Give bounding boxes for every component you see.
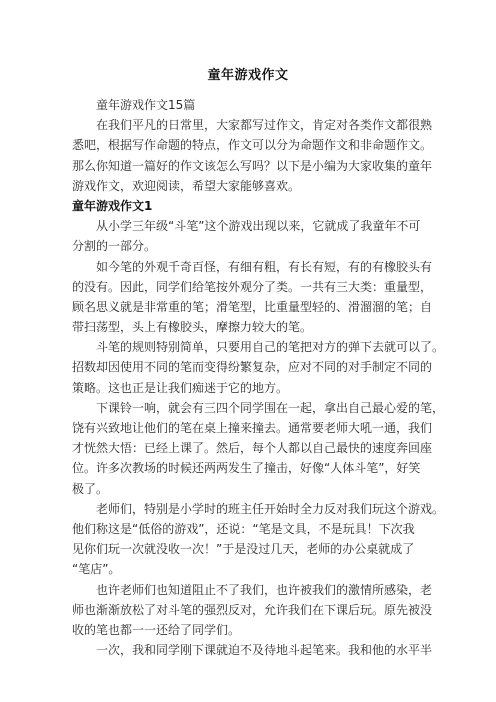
document-body — [72, 95, 445, 660]
text-line: 下课铃一响，就会有三四个同学围在一起，拿出自己最心爱的笔， — [96, 400, 445, 415]
text-line: 见你们玩一次就没收一次！”于是没过几天，老师的办公桌就成了 — [72, 542, 415, 557]
text-line: 从小学三年级“斗笔”这个游戏出现以来，它就成了我童年不可 — [96, 219, 421, 234]
text-line: 老师们，特别是小学时的班主任开始时全力反对我们玩这个游戏。 — [96, 501, 445, 516]
text-line: 分割的一部分。 — [72, 239, 157, 254]
text-line: 在我们平凡的日常里，大家都写过作文，肯定对各类作文都很熟 — [96, 118, 433, 133]
text-line: 如今笔的外观千奇百怪，有细有粗，有长有短，有的有橡胶头有 — [96, 259, 433, 274]
text-line: 才恍然大悟：已经上课了。然后，每个人都以自己最快的速度奔回座 — [72, 441, 433, 456]
text-line: 悉吧，根据写作命题的特点，作文可以分为命题作文和非命题作文。 — [72, 138, 433, 153]
text-line: 极了。 — [72, 481, 109, 496]
text-line: 那么你知道一篇好的作文该怎么写吗？以下是小编为大家收集的童年 — [72, 158, 433, 173]
section-heading: 童年游戏作文1 — [72, 198, 153, 213]
text-line: 位。许多次教场的时候还两两发生了撞击，好像“人体斗笔”，好笑 — [72, 461, 421, 476]
text-line: 的没有。因此，同学们给笔按外观分了类。一共有三大类：重量型， — [72, 279, 433, 294]
text-line: 也许老师们也知道阻止不了我们，也许被我们的激情所感染，老 — [96, 582, 433, 597]
text-line: 招数却因使用不同的笔而变得纷繁复杂，应对不同的对手制定不同的 — [72, 360, 433, 375]
text-line: 童年游戏作文15篇 — [96, 98, 196, 112]
text-line: 带扫荡型，头上有橡胶头，摩擦力较大的笔。 — [72, 320, 313, 335]
text-line: 收的笔也都一一还给了同学们。 — [72, 622, 241, 637]
text-line: “笔店”。 — [72, 562, 121, 577]
text-line: 他们称这是“低俗的游戏”，还说：“笔是文具，不是玩具！下次我 — [72, 521, 415, 536]
text-line: 顾名思义就是非常重的笔；滑笔型，比重量型轻的、滑溜溜的笔；自 — [72, 299, 433, 314]
text-line: 饶有兴致地让他们的笔在桌上撞来撞去。通常要老师大吼一通，我们 — [72, 421, 433, 435]
text-line: 策略。这也正是让我们痴迷于它的地方。 — [72, 380, 289, 395]
text-line: 一次，我和同学刚下课就迫不及待地斗起笔来。我和他的水平半 — [96, 643, 433, 658]
text-line: 斗笔的规则特别简单，只要用自己的笔把对方的弹下去就可以了。 — [96, 340, 445, 355]
text-line: 游戏作文，欢迎阅读，希望大家能够喜欢。 — [72, 178, 301, 193]
document-title: 童年游戏作文 — [207, 68, 289, 83]
text-line: 师也渐渐放松了对斗笔的强烈反对，允许我们在下课后玩。原先被没 — [72, 602, 433, 617]
